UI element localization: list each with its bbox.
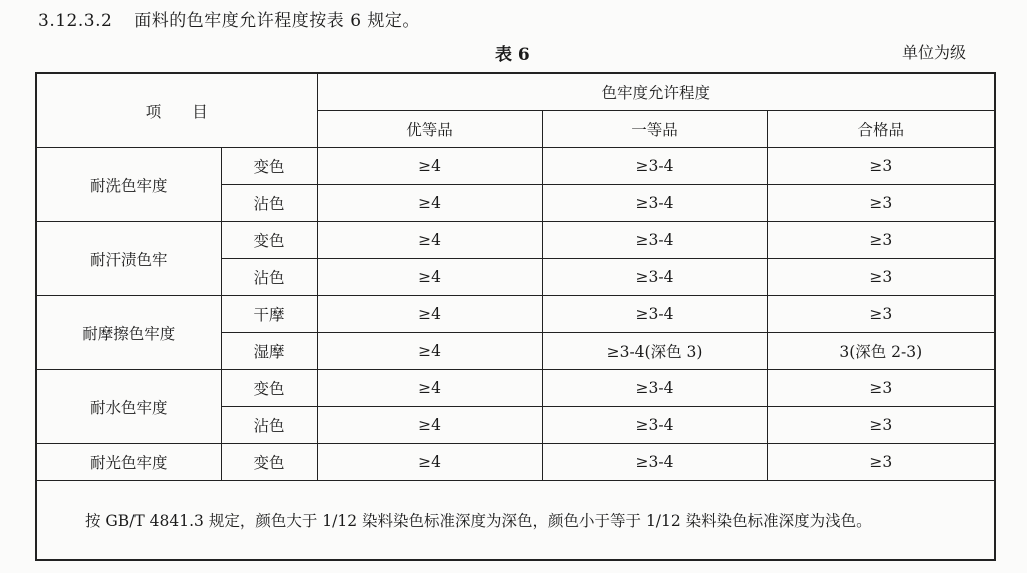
grade-value: ≥3 bbox=[767, 185, 995, 222]
grade-value: ≥4 bbox=[317, 185, 542, 222]
grade-value: ≥3 bbox=[767, 370, 995, 407]
grade-value: ≥4 bbox=[317, 370, 542, 407]
grade-value: ≥4 bbox=[317, 296, 542, 333]
header-group: 色牢度允许程度 bbox=[317, 73, 995, 111]
table-caption: 表 6 bbox=[495, 45, 530, 65]
grade-value: 3(深色 2-3) bbox=[767, 333, 995, 370]
test-item-name: 耐摩擦色牢度 bbox=[36, 296, 221, 370]
grade-value: ≥3-4 bbox=[542, 370, 767, 407]
test-sub-item: 变色 bbox=[221, 444, 317, 481]
grade-value: ≥3 bbox=[767, 296, 995, 333]
grade-value: ≥3-4 bbox=[542, 185, 767, 222]
table-row bbox=[36, 296, 995, 333]
grade-value: ≥3-4 bbox=[542, 148, 767, 185]
grade-value: ≥4 bbox=[317, 333, 542, 370]
header-grade-qualified: 合格品 bbox=[767, 111, 995, 148]
grade-value: ≥4 bbox=[317, 222, 542, 259]
grade-value: ≥4 bbox=[317, 444, 542, 481]
clause-number: 3.12.3.2 bbox=[38, 11, 113, 31]
colorfastness-table bbox=[35, 72, 996, 561]
header-item: 项 目 bbox=[36, 73, 317, 148]
test-item-name: 耐洗色牢度 bbox=[36, 148, 221, 222]
grade-value: ≥3 bbox=[767, 407, 995, 444]
grade-value: ≥3-4 bbox=[542, 222, 767, 259]
table-row bbox=[36, 148, 995, 185]
grade-value: ≥4 bbox=[317, 148, 542, 185]
grade-value: ≥3 bbox=[767, 444, 995, 481]
test-sub-item: 沾色 bbox=[221, 259, 317, 296]
table-footnote: 按 GB/T 4841.3 规定，颜色大于 1/12 染料染色标准深度为深色，颜色小于等于 1/12 染料染色标准深度为浅色。 bbox=[36, 481, 995, 561]
clause-text: 面料的色牢度允许程度按表 6 规定。 bbox=[134, 11, 420, 31]
grade-value: ≥3 bbox=[767, 148, 995, 185]
test-sub-item: 沾色 bbox=[221, 185, 317, 222]
table-row bbox=[36, 444, 995, 481]
test-item-name: 耐汗渍色牢 bbox=[36, 222, 221, 296]
grade-value: ≥4 bbox=[317, 259, 542, 296]
test-sub-item: 沾色 bbox=[221, 407, 317, 444]
test-sub-item: 变色 bbox=[221, 148, 317, 185]
header-grade-premium: 优等品 bbox=[317, 111, 542, 148]
test-sub-item: 变色 bbox=[221, 370, 317, 407]
unit-note: 单位为级 bbox=[902, 43, 967, 62]
grade-value: ≥3-4 bbox=[542, 444, 767, 481]
grade-value: ≥3-4(深色 3) bbox=[542, 333, 767, 370]
test-item-name: 耐光色牢度 bbox=[36, 444, 221, 481]
grade-value: ≥3-4 bbox=[542, 296, 767, 333]
footnote-row bbox=[36, 481, 995, 561]
grade-value: ≥3 bbox=[767, 259, 995, 296]
table-row bbox=[36, 222, 995, 259]
test-sub-item: 干摩 bbox=[221, 296, 317, 333]
grade-value: ≥3-4 bbox=[542, 407, 767, 444]
grade-value: ≥4 bbox=[317, 407, 542, 444]
header-grade-first: 一等品 bbox=[542, 111, 767, 148]
grade-value: ≥3-4 bbox=[542, 259, 767, 296]
clause-heading bbox=[38, 6, 420, 31]
test-item-name: 耐水色牢度 bbox=[36, 370, 221, 444]
test-sub-item: 变色 bbox=[221, 222, 317, 259]
table-row bbox=[36, 370, 995, 407]
grade-value: ≥3 bbox=[767, 222, 995, 259]
test-sub-item: 湿摩 bbox=[221, 333, 317, 370]
